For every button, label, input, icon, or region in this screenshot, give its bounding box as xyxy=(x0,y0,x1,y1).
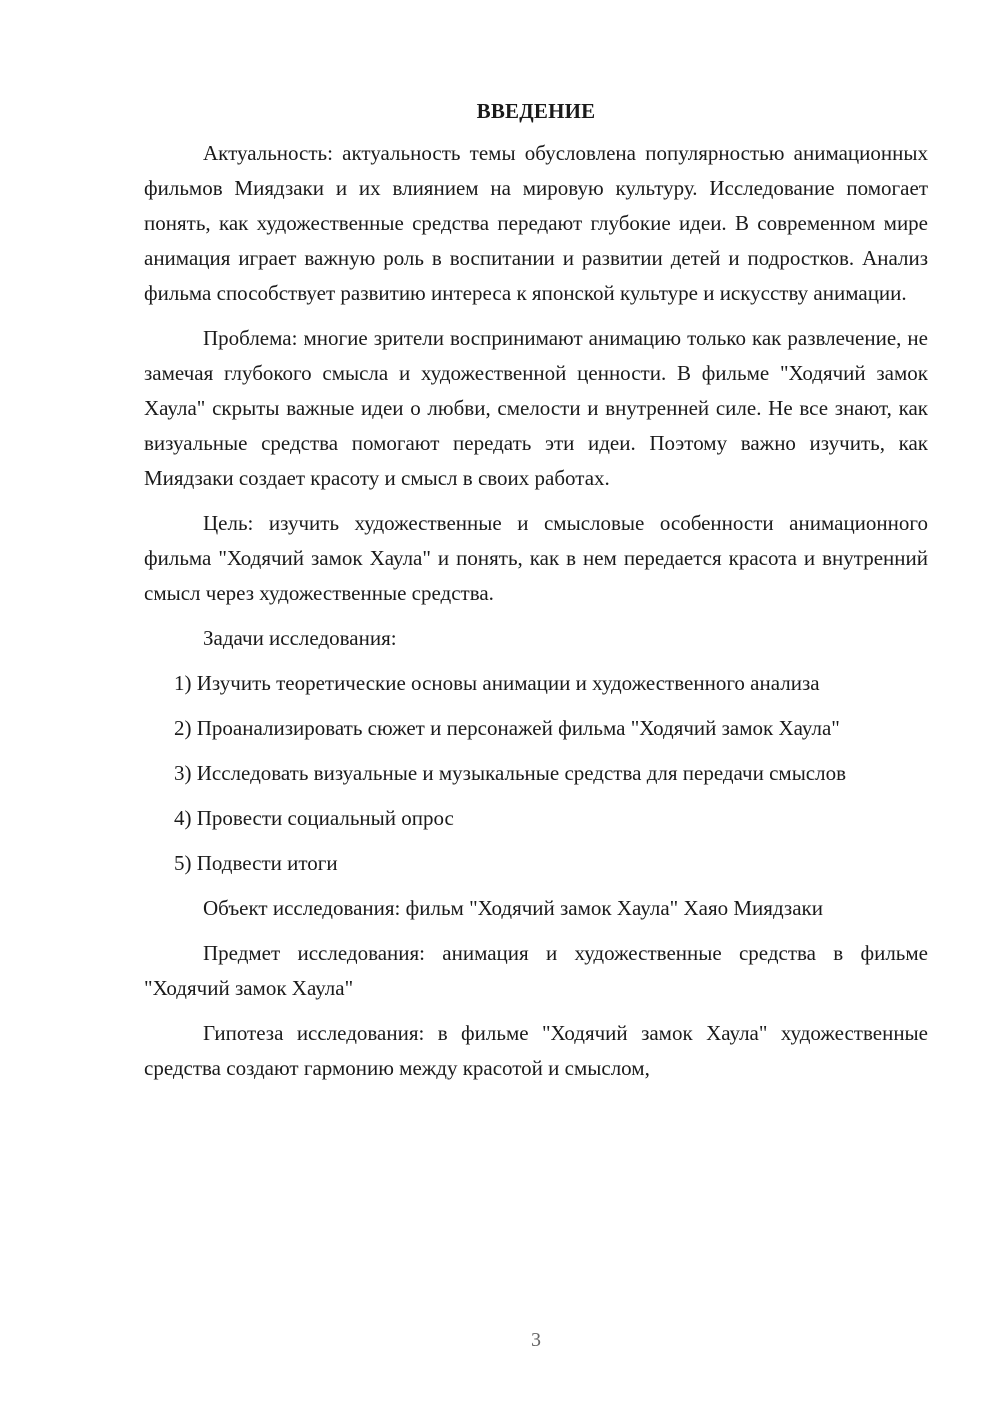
tasks-heading: Задачи исследования: xyxy=(203,626,397,650)
task-item-2: 2) Проанализировать сюжет и персонажей фильма "Ходячий замок Хаула" xyxy=(174,716,840,740)
section-title: ВВЕДЕНИЕ xyxy=(476,99,596,123)
subject-paragraph: Предмет исследования: анимация и художественные средства в фильме "Ходячий замок Хаула" xyxy=(144,941,928,1000)
relevance-paragraph: Актуальность: актуальность темы обусловлена популярностью анимационных фильмов Миядзаки и их влиянием на мировую культуру. Исследование помогает понять, как художественные средства передают глубокие идеи. В современном мире анимация играет важную роль в воспитании и развитии детей и подростков. Анализ фильма способствует развитию интереса к японской культуре и искусству анимации. xyxy=(144,141,928,305)
task-item-3: 3) Исследовать визуальные и музыкальные средства для передачи смыслов xyxy=(174,761,847,785)
task-item-5: 5) Подвести итоги xyxy=(174,851,338,875)
task-item-1: 1) Изучить теоретические основы анимации и художественного анализа xyxy=(174,671,820,695)
goal-paragraph: Цель: изучить художественные и смысловые особенности анимационного фильма "Ходячий замок Хаула" и понять, как в нем передается красота и внутренний смысл через художественные средства. xyxy=(144,511,928,605)
task-item-4: 4) Провести социальный опрос xyxy=(174,806,454,830)
object-paragraph: Объект исследования: фильм "Ходячий замок Хаула" Хаяо Миядзаки xyxy=(203,896,823,920)
document-page xyxy=(144,94,928,1096)
hypothesis-paragraph: Гипотеза исследования: в фильме "Ходячий замок Хаула" художественные средства создают гармонию между красотой и смыслом, xyxy=(144,1021,928,1080)
problem-paragraph: Проблема: многие зрители воспринимают анимацию только как развлечение, не замечая глубокого смысла и художественной ценности. В фильме "Ходячий замок Хаула" скрыты важные идеи о любви, смелости и внутренней силе. Не все знают, как визуальные средства помогают передать эти идеи. Поэтому важно изучить, как Миядзаки создает красоту и смысл в своих работах. xyxy=(144,326,928,490)
page-number: 3 xyxy=(531,1329,541,1351)
